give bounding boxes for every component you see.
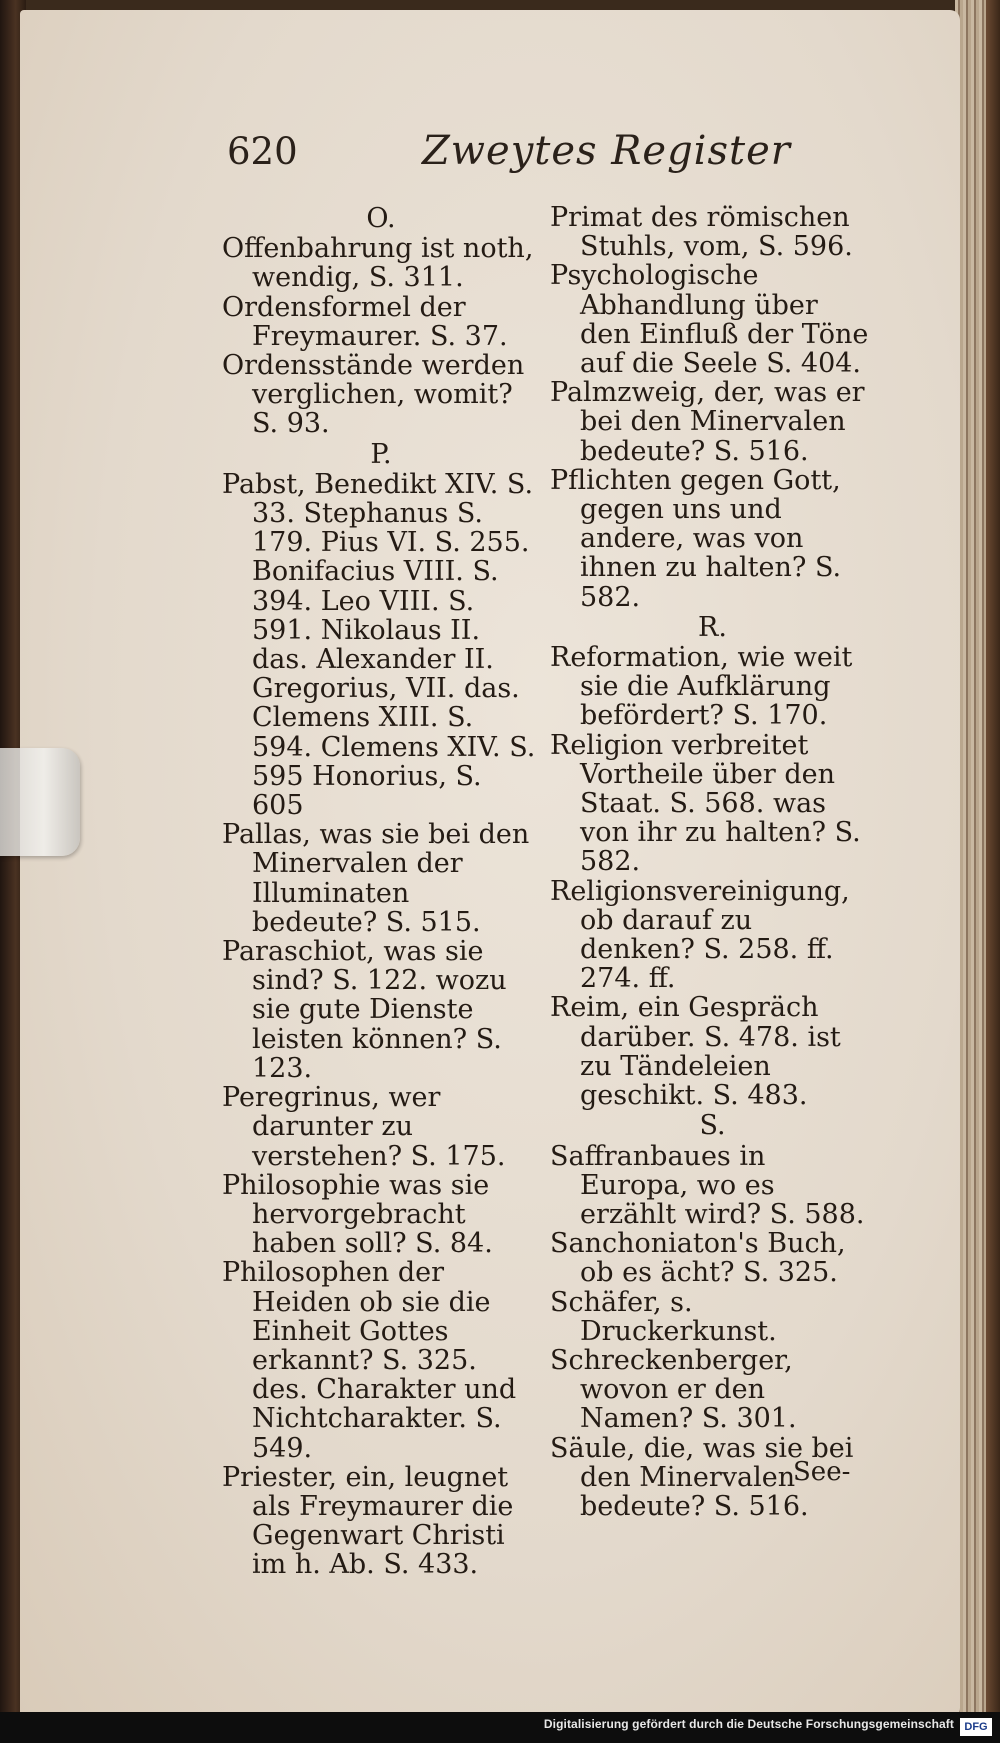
- index-entry: Philosophen der Heiden ob sie die Einheit Gottes erkannt? S. 325. des. Charakter und Nichtcharakter. S. 549.: [222, 1257, 517, 1464]
- dfg-logo: DFG: [960, 1718, 992, 1736]
- index-entry: Paraschiot, was sie sind? S. 122. wozu sie gute Dienste leisten können? S. 123.: [222, 936, 507, 1084]
- index-entry: Säule, die, was sie bei den Minervalen bedeute? S. 516.: [550, 1432, 854, 1522]
- index-entry: Offenbahrung ist noth, wendig, S. 311.: [222, 233, 534, 294]
- section-letter: R.: [698, 611, 727, 643]
- index-entry: Ordensstände werden verglichen, womit? S. 93.: [222, 350, 525, 440]
- page-edges: [955, 0, 1000, 1712]
- index-entry: Sanchoniaton's Buch, ob es ächt? S. 325.: [550, 1228, 846, 1289]
- page-clip: [0, 748, 80, 856]
- catchword: See-: [793, 1457, 851, 1487]
- index-entry: Religion verbreitet Vortheile über den Staat. S. 568. was von ihr zu halten? S. 582.: [550, 729, 861, 878]
- index-entry: Priester, ein, leugnet als Freymaurer die Gegenwart Christi im h. Ab. S. 433.: [222, 1461, 514, 1581]
- index-entry: Philosophie was sie hervorgebracht haben soll? S. 84.: [222, 1169, 493, 1260]
- footer-credit: Digitalisierung gefördert durch die Deutsche Forschungsgemeinschaft: [543, 1717, 954, 1731]
- section-letter: P.: [370, 438, 392, 470]
- index-entry: Pflichten gegen Gott, gegen uns und andere, was von ihnen zu halten? S. 582.: [550, 464, 842, 613]
- index-entry: Saffranbaues in Europa, wo es erzählt wird? S. 588.: [550, 1140, 865, 1230]
- page-title: Zweytes Register: [422, 128, 791, 174]
- index-entry: Palmzweig, der, was er bei den Minervalen bedeute? S. 516.: [550, 377, 865, 467]
- index-entry: Pabst, Benedikt XIV. S. 33. Stephanus S. 179. Pius VI. S. 255. Bonifacius VIII. S. 394. Leo VIII. S. 591. Nikolaus II. das. Alexander II. Gregorius, VII. das. Clemens XIII. S. 594. Clemens XIV. S. 595 Honorius, S. 605: [222, 468, 536, 822]
- index-entry: Schäfer, s. Druckerkunst.: [550, 1286, 777, 1347]
- section-letter: O.: [366, 203, 396, 234]
- right-column: [550, 203, 875, 1521]
- section-letter: S.: [699, 1110, 726, 1142]
- index-entry: Primat des römischen Stuhls, vom, S. 596.: [550, 202, 853, 263]
- index-entry: Ordensformel der Freymaurer. S. 37.: [222, 291, 508, 352]
- index-entry: Psychologische Abhandlung über den Einfluß der Töne auf die Seele S. 404.: [550, 260, 869, 380]
- index-entry: Schreckenberger, wovon er den Namen? S. 301.: [550, 1344, 797, 1435]
- index-entry: Religionsvereinigung, ob darauf zu denken? S. 258. ff. 274. ff.: [550, 875, 850, 995]
- index-entry: Pallas, was sie bei den Minervalen der Illuminaten bedeute? S. 515.: [222, 819, 530, 938]
- index-entry: Reformation, wie weit sie die Aufklärung befördert? S. 170.: [550, 642, 853, 732]
- index-entry: Reim, ein Gespräch darüber. S. 478. ist zu Tändeleien geschikt. S. 483.: [550, 992, 841, 1112]
- left-column: [222, 203, 540, 1580]
- page-number: 620: [227, 130, 298, 173]
- index-entry: Peregrinus, wer darunter zu verstehen? S. 175.: [222, 1082, 506, 1172]
